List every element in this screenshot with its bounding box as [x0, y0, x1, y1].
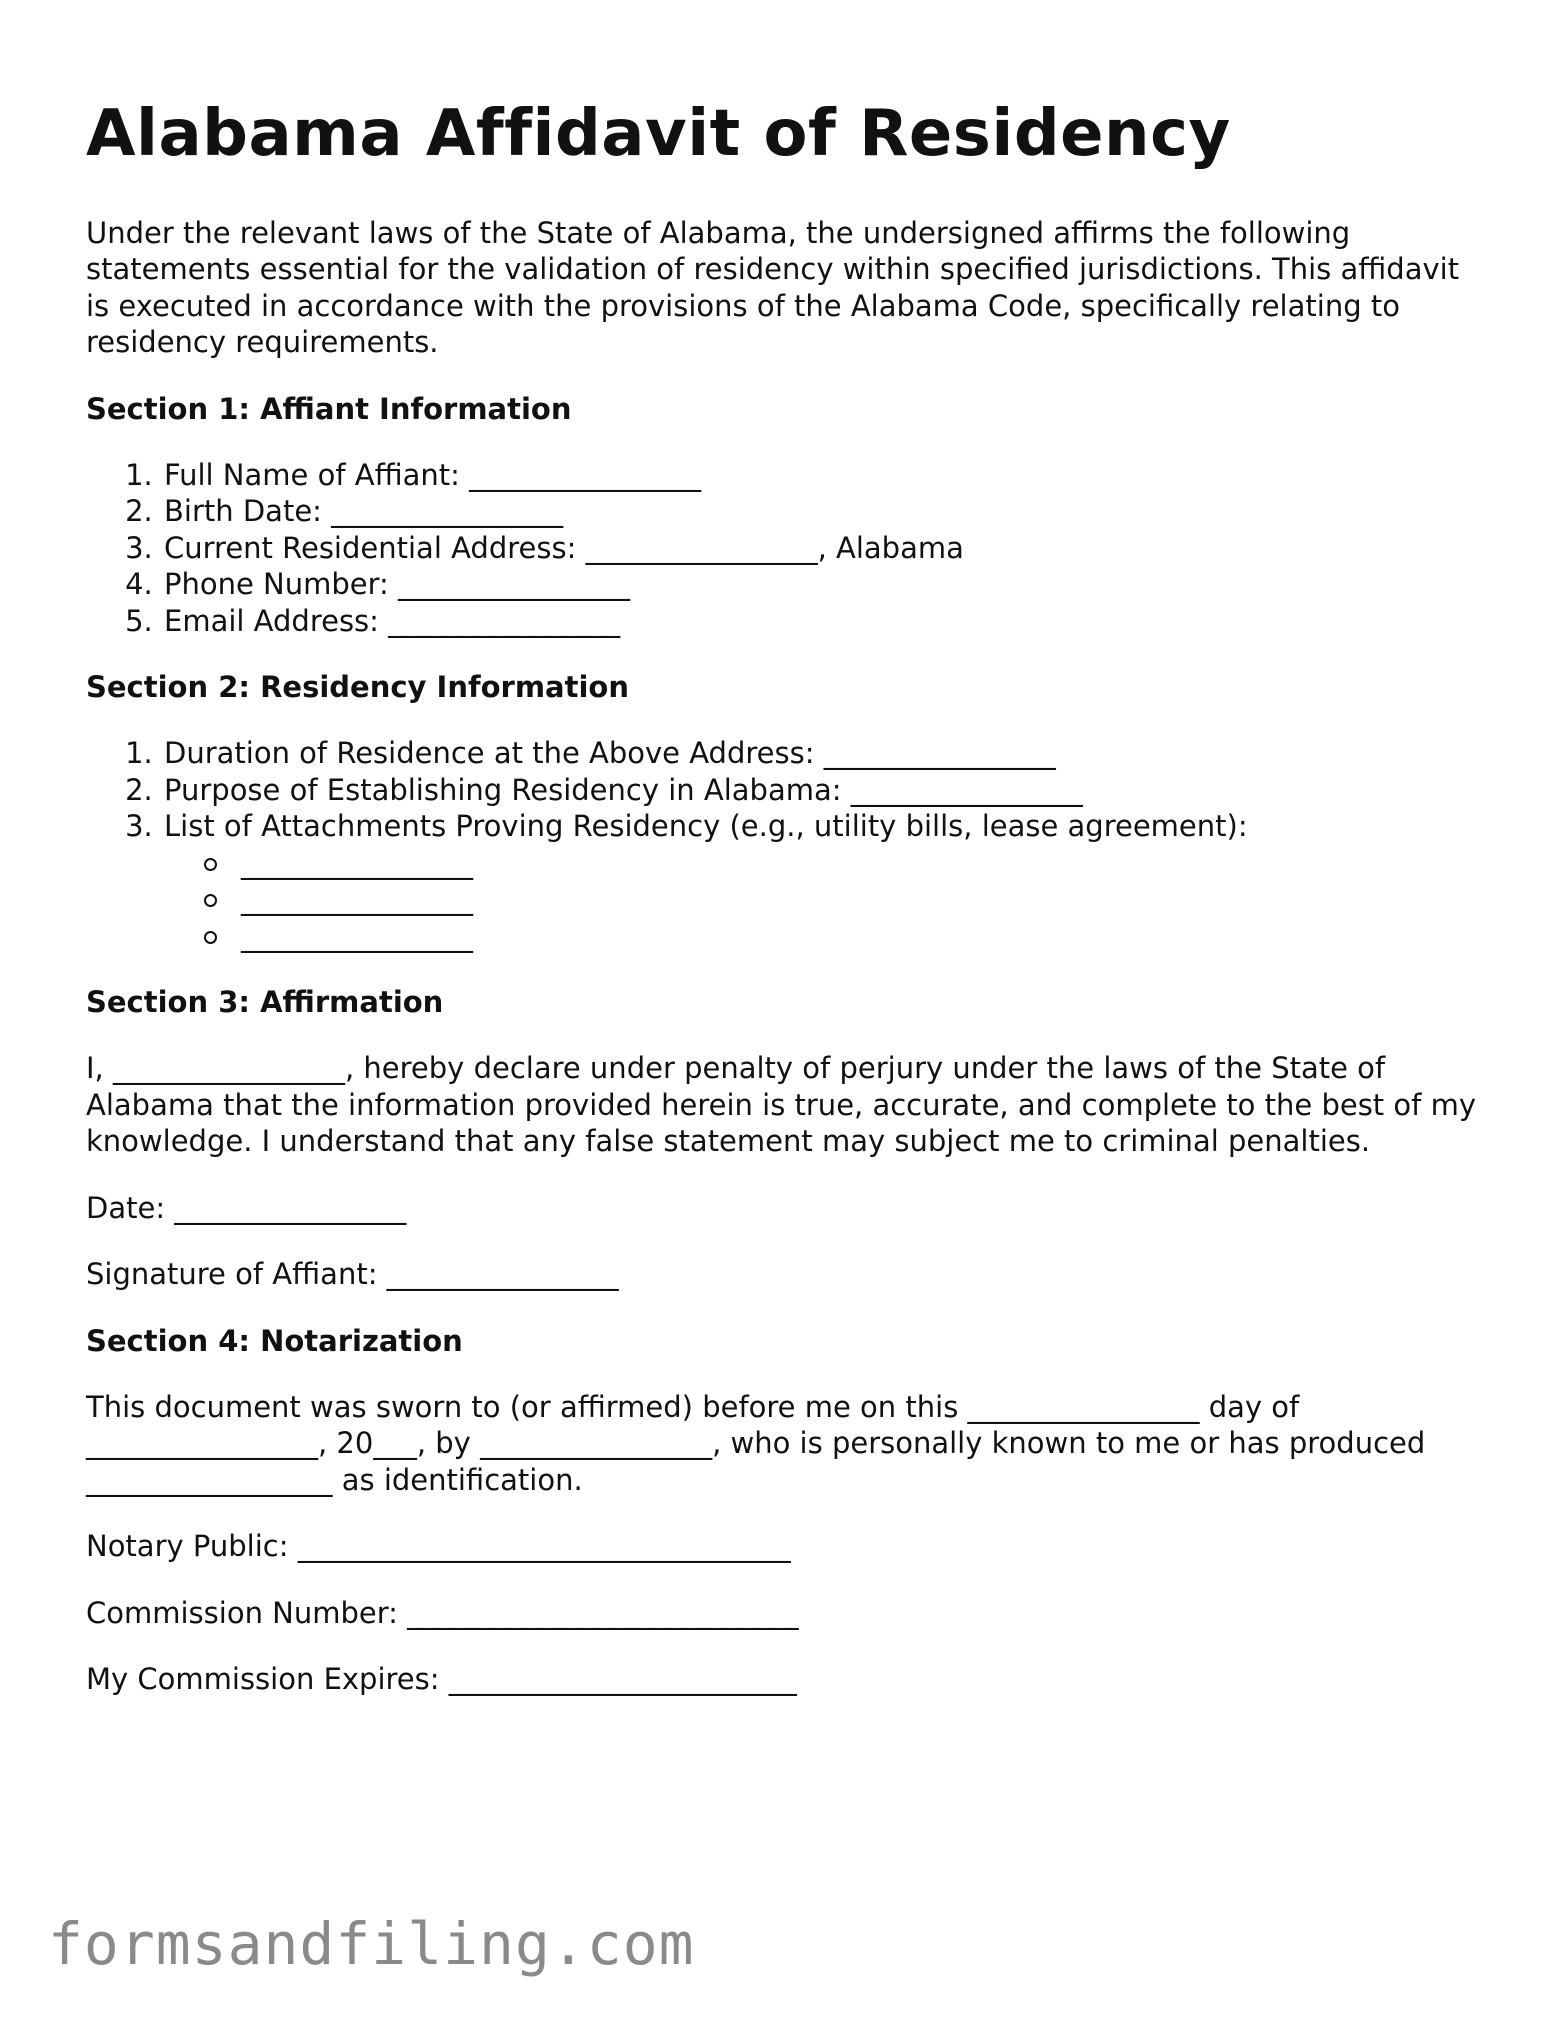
list-item-full-name: 1. Full Name of Affiant: ________________	[162, 457, 1486, 494]
commission-number-line: Commission Number: ___________________________	[86, 1595, 799, 1630]
document-title: Alabama Affidavit of Residency	[86, 97, 1231, 171]
affirmation-statement: I, ________________, hereby declare under penalty of perjury under the laws of the State of Alabama that the information provided herein is true, accurate, and complete to the best of my knowledge. I understand that any false statement may subject me to criminal penalties.	[86, 1051, 1476, 1159]
notarization-statement: This document was sworn to (or affirmed) before me on this ________________ day of ________________, 20___, by ________________, who is personally known to me or has produced _________________ as identification.	[86, 1389, 1426, 1497]
list-item-purpose: 2. Purpose of Establishing Residency in Alabama: ________________	[162, 772, 1486, 809]
list-item-birth-date: 2. Birth Date: ________________	[162, 493, 1486, 530]
attachments-label: List of Attachments Proving Residency (e.g., utility bills, lease agreement):	[164, 809, 1248, 844]
list-item-duration: 1. Duration of Residence at the Above Address: ________________	[162, 735, 1486, 772]
date-line: Date: ________________	[86, 1190, 407, 1225]
attachment-blank-1: ________________	[241, 845, 1486, 882]
intro-paragraph: Under the relevant laws of the State of Alabama, the undersigned affirms the following statements essential for the validation of residency within specified jurisdictions. This affidavit is executed in accordance with the provisions of the Alabama Code, specifically relating to residency requirements.	[86, 215, 1460, 360]
affiant-information-list	[86, 457, 1486, 640]
residency-information-list	[86, 735, 1486, 954]
watermark-logo: formsandfiling.com	[48, 1910, 695, 1978]
section-1-heading: Section 1: Affiant Information	[86, 391, 572, 426]
attachment-blank-2: ________________	[241, 881, 1486, 918]
list-item-email-address: 5. Email Address: ________________	[162, 603, 1486, 640]
section-4-heading: Section 4: Notarization	[86, 1323, 463, 1358]
attachment-blank-3: ________________	[241, 918, 1486, 955]
section-2-heading: Section 2: Residency Information	[86, 670, 629, 705]
signature-line: Signature of Affiant: ________________	[86, 1257, 619, 1292]
notary-public-line: Notary Public: __________________________________	[86, 1529, 791, 1564]
commission-expires-line: My Commission Expires: ________________________	[86, 1662, 797, 1697]
list-item-residential-address: 3. Current Residential Address: ________________, Alabama	[162, 530, 1486, 567]
document-page	[86, 96, 1486, 1698]
list-item-phone-number: 4. Phone Number: ________________	[162, 566, 1486, 603]
section-3-heading: Section 3: Affirmation	[86, 985, 444, 1020]
attachments-list	[164, 845, 1486, 955]
list-item-attachments	[162, 808, 1486, 954]
